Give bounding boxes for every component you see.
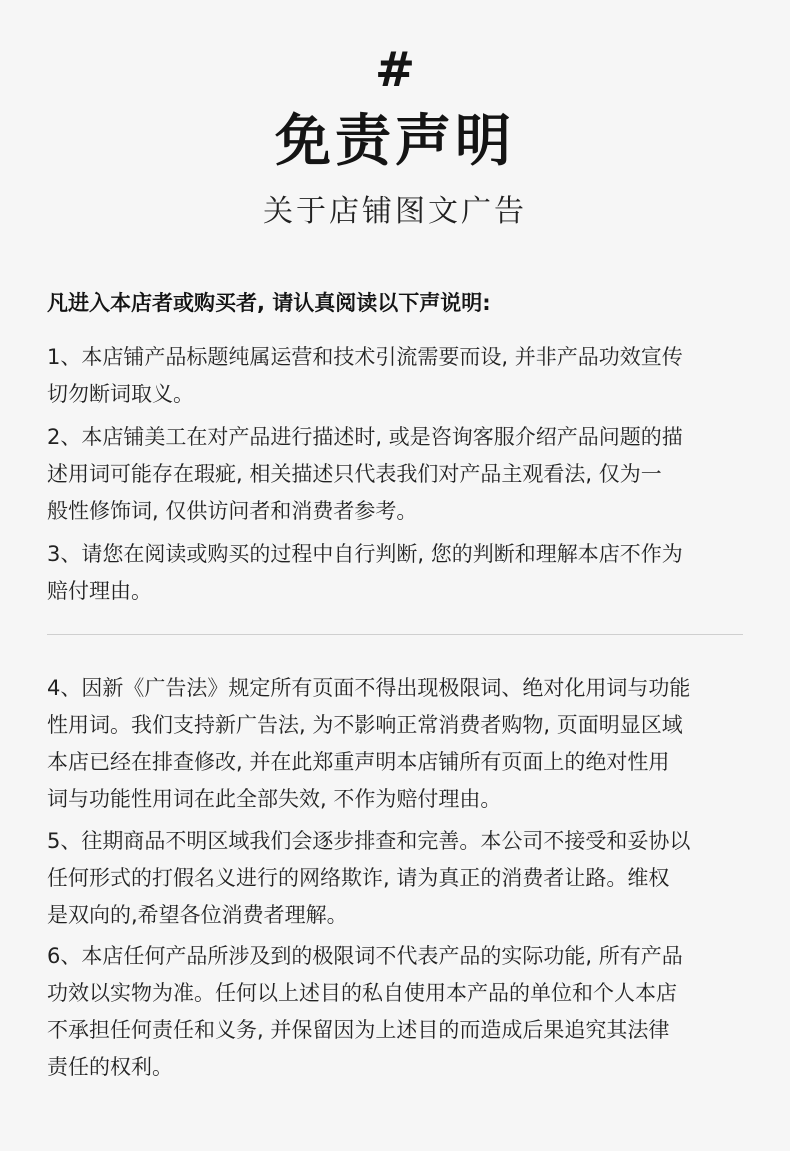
clause-line: 述用词可能存在瑕疵, 相关描述只代表我们对产品主观看法, 仅为一 — [47, 462, 662, 486]
hash-mark: # — [374, 42, 416, 98]
clause-line: 5、往期商品不明区域我们会逐步排查和完善。本公司不接受和妥协以 — [47, 829, 691, 853]
clause-line: 2、本店铺美工在对产品进行描述时, 或是咨询客服介绍产品问题的描 — [47, 425, 683, 449]
clause-line: 任何形式的打假名义进行的网络欺诈, 请为真正的消费者让路。维权 — [47, 866, 670, 890]
clause-line: 功效以实物为准。任何以上述目的私自使用本产品的单位和个人本店 — [47, 981, 677, 1005]
clause-line: 是双向的,希望各位消费者理解。 — [47, 903, 348, 927]
clause-line: 1、本店铺产品标题纯属运营和技术引流需要而设, 并非产品功效宣传 — [47, 345, 683, 369]
clause-line: 赔付理由。 — [47, 579, 152, 603]
clause-line: 般性修饰词, 仅供访问者和消费者参考。 — [47, 499, 418, 523]
clause-2 — [47, 419, 747, 530]
clause-line: 4、因新《广告法》规定所有页面不得出现极限词、绝对化用词与功能 — [47, 676, 691, 700]
clause-line: 词与功能性用词在此全部失效, 不作为赔付理由。 — [47, 787, 502, 811]
clause-line: 6、本店任何产品所涉及到的极限词不代表产品的实际功能, 所有产品 — [47, 944, 683, 968]
clause-line: 本店已经在排查修改, 并在此郑重声明本店铺所有页面上的绝对性用 — [47, 750, 670, 774]
clause-6 — [47, 938, 747, 1086]
intro-statement: 凡进入本店者或购买者, 请认真阅读以下声说明: — [47, 291, 491, 315]
page-subtitle: 关于店铺图文广告 — [263, 194, 527, 229]
clause-line: 不承担任何责任和义务, 并保留因为上述目的而造成后果追究其法律 — [47, 1018, 670, 1042]
page-title: 免责声明 — [275, 109, 515, 174]
clause-line: 责任的权利。 — [47, 1055, 173, 1079]
clause-4 — [47, 670, 747, 818]
clause-line: 3、请您在阅读或购买的过程中自行判断, 您的判断和理解本店不作为 — [47, 542, 683, 566]
clause-line: 切勿断词取义。 — [47, 382, 194, 406]
clause-1 — [47, 339, 747, 413]
section-divider — [47, 634, 743, 635]
clause-line: 性用词。我们支持新广告法, 为不影响正常消费者购物, 页面明显区域 — [47, 713, 683, 737]
clause-3 — [47, 536, 747, 610]
clause-5 — [47, 823, 747, 934]
